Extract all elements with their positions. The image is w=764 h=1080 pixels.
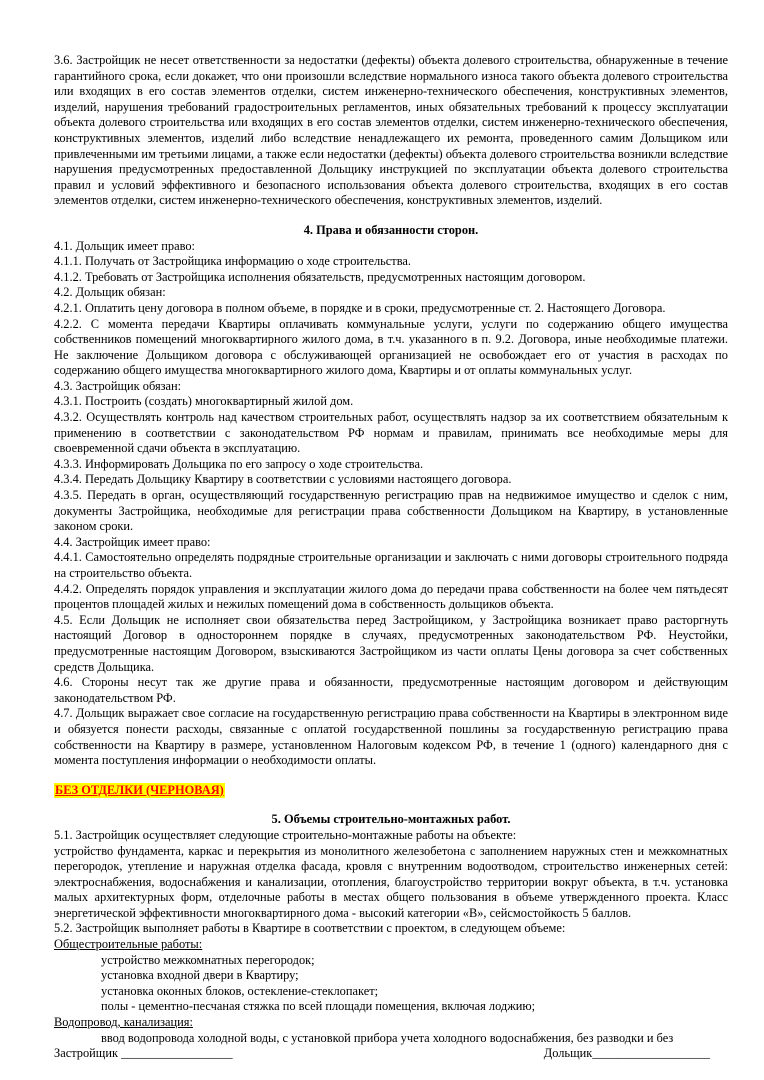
- clause: 4.3.2. Осуществлять контроль над качеством строительных работ, осуществлять надзор за их соответствием обязательным к применению в соответствии с законодательством РФ нормам и правилам, принимать все необходимые меры для своевременной сдачи объекта в эксплуатацию.: [54, 410, 728, 456]
- list-item: установка входной двери в Квартиру;: [101, 968, 299, 983]
- clause-5-1-head: 5.1. Застройщик осуществляет следующие строительно-монтажные работы на объекте:: [54, 827, 517, 842]
- clause: 4.1.1. Получать от Застройщика информацию о ходе строительства.: [54, 254, 412, 269]
- clause-5-2: 5.2. Застройщик выполняет работы в Квартире в соответствии с проектом, в следующем объеме:: [54, 921, 566, 936]
- clause: 4.4.1. Самостоятельно определять подрядные строительные организации и заключать с ними договоры строительного подряда на строительство объекта.: [54, 550, 728, 580]
- clause: 4.3.5. Передать в орган, осуществляющий государственную регистрацию прав на недвижимое имущество и сделок с ним, документы Застройщика, необходимые для регистрации права собственности Дольщиком на Квартиру, в установленные законом сроки.: [54, 488, 728, 534]
- clause: 4.2. Дольщик обязан:: [54, 285, 166, 300]
- clause: 4.2.1. Оплатить цену договора в полном объеме, в порядке и в сроки, предусмотренные ст. 2. Настоящего Договора.: [54, 300, 666, 315]
- general-works-label: Общестроительные работы:: [54, 937, 203, 952]
- spacer: [54, 209, 728, 223]
- clause: 4.3.3. Информировать Дольщика по его запросу о ходе строительства.: [54, 456, 424, 471]
- highlighted-label: БЕЗ ОТДЕЛКИ (ЧЕРНОВАЯ): [55, 782, 224, 797]
- clause: 4.1. Дольщик имеет право:: [54, 238, 196, 253]
- clause: 4.7. Дольщик выражает свое согласие на государственную регистрацию права собственности на Квартиры в электронном виде и обязуется понести расходы, связанные с оплатой государственной пошлины за государственную регистрацию права собственности на Квартиру в размере, установленном Налоговым кодексом РФ, в течение 1 (одного) календарного дня с момента поступления информации о необходимости оплаты.: [54, 706, 728, 768]
- list-item: установка оконных блоков, остекление-стеклопакет;: [101, 983, 379, 998]
- section-5-title: 5. Объемы строительно-монтажных работ.: [271, 812, 511, 827]
- section-4-title: 4. Права и обязанности сторон.: [303, 222, 479, 237]
- clause: 4.3. Застройщик обязан:: [54, 378, 182, 393]
- spacer: [54, 769, 728, 783]
- clause-5-1-body: устройство фундамента, каркас и перекрытия из монолитного железобетона с заполнением наружных стен и межкомнатных перегородок, утепление и наружная отделка фасада, кровля с внутренним водоотводом, строительство инженерных сетей: электроснабжения, водоснабжения и канализации, отопления, благоустройство территории вокруг объекта, в т.ч. установка малых архитектурных форм, отделочные работы в местах общего пользования в объеме утвержденного проекта. Класс энергетической эффективности многоквартирного дома - высокий категории «В», сейсмостойкость 5 баллов.: [54, 843, 728, 920]
- signature-footer: [54, 1046, 728, 1062]
- finish-type-note: [54, 783, 728, 799]
- clause: 4.2.2. С момента передачи Квартиры оплачивать коммунальные услуги, услуги по содержанию общего имущества собственников помещений многоквартирного жилого дома, в т.ч. указанного в п. 9.2. Договора, иные необходимые платежи. Не заключение Дольщиком договора с обслуживающей организацией не освобождает его от участия в расходах по содержанию общего имущества многоквартирного жилого дома, Квартиры и от оплаты коммунальных услуг.: [54, 316, 728, 378]
- clause: 4.4.2. Определять порядок управления и эксплуатации жилого дома до передачи права собственности на более чем пятьдесят процентов площадей жилых и нежилых помещений дома в собственность дольщиков объекта.: [54, 581, 728, 612]
- section-4-body: [54, 239, 728, 769]
- clause: 4.6. Стороны несут так же другие права и обязанности, предусмотренные настоящим договором и действующим законодательством РФ.: [54, 675, 728, 705]
- shareholder-signature: Дольщик___________________: [543, 1046, 710, 1061]
- water-sewer-label: Водопровод, канализация:: [54, 1015, 193, 1030]
- list-item: устройство межкомнатных перегородок;: [101, 952, 315, 967]
- clause: 4.5. Если Дольщик не исполняет свои обязательства перед Застройщиком, у Застройщика возникает право расторгнуть настоящий Договор в одностороннем порядке в случаях, предусмотренных законодательством РФ. Неустойки, предусмотренные настоящим Договором, взыскиваются Застройщиком из части оплаты Цены договора за счет собственных средств Дольщика.: [54, 612, 728, 674]
- water-sewer-text: ввод водопровода холодной воды, с установкой прибора учета холодного водоснабжения, без разводки и без: [101, 1030, 674, 1045]
- list-item: полы - цементно-песчаная стяжка по всей площади помещения, включая лоджию;: [101, 999, 536, 1014]
- developer-signature: Застройщик __________________: [54, 1046, 233, 1061]
- clause: 4.1.2. Требовать от Застройщика исполнения обязательств, предусмотренных настоящим договором.: [54, 269, 586, 284]
- clause-3-6: 3.6. Застройщик не несет ответственности за недостатки (дефекты) объекта долевого строительства, обнаруженные в течение гарантийного срока, если докажет, что они произошли вследствие нормального износа такого объекта долевого строительства или входящих в его состав элементов отделки, систем инженерно-технического обеспечения, конструктивных элементов, изделий, нарушения требований градостроительных регламентов, иных обязательных требований к процессу эксплуатации объекта долевого строительства или входящих в его состав элементов отделки, систем инженерно-технического обеспечения, конструктивных элементов, изделий либо вследствие ненадлежащего их ремонта, проведенного самим Дольщиком или привлеченными им третьими лицами, а также если недостатки (дефекты) объекта долевого строительства возникли вследствие нарушения предусмотренных предоставленной Дольщику инструкцией по эксплуатации объекта долевого строительства правил и условий эффективного и безопасного использования объекта долевого строительства, входящих в его состав элементов отделки, систем инженерно-технического обеспечения, конструктивных элементов, изделий.: [54, 53, 728, 208]
- clause: 4.3.1. Построить (создать) многоквартирный жилой дом.: [54, 394, 354, 409]
- spacer: [54, 798, 728, 812]
- clause: 4.3.4. Передать Дольщику Квартиру в соответствии с условиями настоящего договора.: [54, 472, 512, 487]
- clause: 4.4. Застройщик имеет право:: [54, 534, 211, 549]
